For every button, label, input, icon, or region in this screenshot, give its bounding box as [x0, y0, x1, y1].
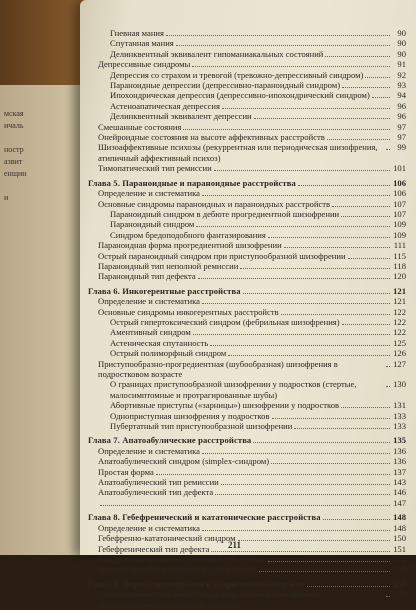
toc-page-number: 120 [393, 271, 406, 282]
dot-leader [202, 530, 390, 531]
toc-entry-title: Аментивный синдром [110, 327, 191, 338]
toc-page-number: 154 [393, 553, 406, 564]
toc-entry-title: Определение и систематика [98, 188, 200, 199]
toc-entry-title: Определение и систематика [98, 522, 200, 533]
toc-entry [88, 564, 406, 574]
toc-chapter-heading [88, 435, 406, 445]
dot-leader [254, 118, 390, 119]
toc-entry [88, 477, 406, 487]
dot-leader [281, 314, 390, 315]
toc-entry [88, 296, 406, 306]
toc-entry-title: Острый полиморфный синдром [110, 348, 227, 359]
toc-entry-title: Глава 7. Апатоабулические расстройства [88, 435, 252, 446]
toc-entry [88, 446, 406, 456]
dot-leader [215, 494, 390, 495]
toc-entry-title: Глава 8. Гебефренический и кататонические расстройства [88, 512, 321, 523]
toc-entry-title: Спутанная мания [110, 38, 174, 49]
toc-entry-title: Определение и систематика [98, 445, 200, 456]
left-fragment: енщин [4, 169, 27, 178]
toc-entry-title: Онейроидные состояния на высоте аффективных расстройств [98, 132, 325, 143]
toc-entry-title: Ипохондрическая депрессия (депрессивно-ипохондрический синдром) [110, 90, 370, 101]
toc-entry-title: Параноидный синдром [110, 219, 195, 230]
dot-leader [386, 149, 390, 150]
toc-page-number: 159 [393, 589, 406, 600]
toc-entry-title: Синдром онейроидного ступора и субступора [98, 553, 266, 564]
toc-entry-title: Гебефренно-кататонический синдром [98, 533, 236, 544]
toc-page-number: 118 [393, 260, 406, 271]
toc-entry-title: Астеническая спутанность [110, 337, 209, 348]
toc-chapter-heading [88, 178, 406, 188]
toc-page-number: 133 [393, 410, 406, 421]
toc-page-number: 121 [393, 296, 406, 307]
toc-page-number: 148 [393, 512, 406, 523]
toc-page-number: 96 [397, 111, 406, 122]
toc-page-number: 151 [393, 543, 406, 554]
toc-entry [88, 411, 406, 421]
toc-entry-title: Сопоставление описанных форм подростковой шизофрении с распространенными классификациями [98, 589, 325, 610]
dot-leader [323, 519, 390, 520]
toc-entry-title: Апатоабулический тип ремиссии [98, 477, 219, 488]
toc-page-number: 107 [393, 198, 406, 209]
toc-page-number: 135 [393, 435, 406, 446]
toc-entry [88, 467, 406, 477]
toc-entry-title: Апатоабулический тип дефекта [98, 487, 214, 498]
dot-leader [372, 97, 390, 98]
toc-entry-title: Глава 9. Формы шизофрении в подростковом возрасте [88, 578, 305, 589]
toc-entry [88, 400, 406, 410]
toc-entry [88, 199, 406, 209]
toc-page-number: 107 [393, 208, 406, 219]
toc-entry [88, 101, 406, 111]
toc-page-number: 147 [393, 497, 406, 508]
dot-leader [307, 586, 390, 587]
toc-page-number: 122 [393, 306, 406, 317]
toc-entry [88, 209, 406, 219]
toc-page-number: 159 [393, 578, 406, 589]
toc-entry-title: Гебефренический тип дефекта [98, 543, 210, 554]
toc-page-number: 148 [393, 522, 406, 533]
dot-leader [253, 442, 390, 443]
toc-page-number: 122 [393, 327, 406, 338]
page-number: 211 [228, 540, 242, 550]
toc-entry-title: Астеноапатическая депрессия [110, 100, 220, 111]
toc-entry [88, 589, 406, 610]
toc-page-number: 146 [393, 487, 406, 498]
toc-page-number: 143 [393, 477, 406, 488]
left-fragment: азвит [4, 157, 23, 166]
toc-entry [88, 49, 406, 59]
toc-entry-title: Параноидные депрессии (депрессивно-параноидный синдром) [110, 80, 341, 91]
toc-entry-title: Делинквентный эквивалент депрессии [110, 111, 252, 122]
dot-leader [327, 139, 390, 140]
dot-leader [240, 268, 390, 269]
left-fragment: мская [4, 109, 24, 118]
toc-page-number: 90 [397, 28, 406, 38]
toc-entry [88, 271, 406, 281]
dot-leader [198, 278, 390, 279]
toc-entry [88, 142, 406, 163]
toc-page-number: 111 [393, 240, 406, 251]
toc-entry [88, 487, 406, 497]
toc-entry [88, 132, 406, 142]
toc-entry-title: Смешанные состояния [98, 121, 182, 132]
toc-entry-title: Острый параноидный синдром при приступообразной шизофрении [98, 250, 346, 261]
toc-entry-title: Делинквентный эквивалент гипоманиакальных состояний [110, 48, 324, 59]
toc-entry [88, 327, 406, 337]
toc-entry [88, 188, 406, 198]
dot-leader [272, 418, 391, 419]
dot-leader [228, 355, 390, 356]
toc-entry-title: Апатоабулический синдром (simplex-синдром) [98, 456, 270, 467]
toc-entry-title: Абортивные приступы («зарницы») шизофрении у подростков [110, 400, 340, 411]
toc-entry [88, 554, 406, 564]
toc-page-number: 99 [397, 142, 406, 153]
dot-leader [221, 484, 390, 485]
dot-leader [156, 474, 390, 475]
toc-entry [88, 544, 406, 554]
toc-entry [88, 111, 406, 121]
dot-leader [325, 56, 390, 57]
dot-leader [341, 407, 390, 408]
toc-entry-title: Основные синдромы параноидных и параноидных расстройств [98, 198, 331, 209]
toc-entry [88, 240, 406, 250]
toc-page-number: 90 [397, 48, 406, 59]
left-fragment: и [4, 193, 9, 202]
toc-page-number: 101 [393, 163, 406, 174]
dot-leader [386, 596, 390, 597]
toc-entry [88, 261, 406, 271]
toc-entry-title: Приступообразно-прогредиентная (шубообразная) шизофрения в подростковом возрасте [98, 358, 338, 379]
dot-leader [202, 195, 390, 196]
toc-entry [88, 348, 406, 358]
toc-chapter-heading [88, 579, 406, 589]
dot-leader [332, 206, 390, 207]
dot-leader [166, 35, 390, 36]
toc-page-number: 106 [393, 188, 406, 199]
dot-leader [100, 505, 390, 506]
dot-leader [211, 551, 390, 552]
dot-leader [386, 366, 390, 367]
toc-entry-title: Простая форма [98, 466, 154, 477]
toc-entry-title: Параноидный тип дефекта [98, 271, 196, 282]
toc-entry-title: Параноидный тип неполной ремиссии [98, 260, 239, 271]
toc-entry-title: Депрессивные синдромы [98, 59, 191, 70]
toc-page-number: 127 [393, 358, 406, 369]
toc-entry-title: Параноидный синдром в дебюте прогредиентной шизофрении [110, 208, 340, 219]
toc-entry [88, 338, 406, 348]
toc-page-number: 106 [393, 177, 406, 188]
toc-entry [88, 38, 406, 48]
toc-page-number: 133 [393, 421, 406, 432]
toc-entry-title: Тимопатический тип ремиссии [98, 163, 212, 174]
dot-leader [259, 571, 390, 572]
table-of-contents [88, 28, 406, 610]
dot-leader [202, 453, 390, 454]
toc-page-number: 109 [393, 229, 406, 240]
toc-page-number: 122 [393, 316, 406, 327]
toc-entry [88, 498, 406, 508]
toc-page-number: 92 [397, 69, 406, 80]
toc-entry-title: Основные синдромы инкогерентных расстройств [98, 306, 279, 317]
toc-entry [88, 80, 406, 90]
toc-page-number: 137 [393, 466, 406, 477]
toc-page-number: 96 [397, 100, 406, 111]
toc-page-number: 93 [397, 80, 406, 91]
dot-leader [183, 129, 390, 130]
toc-page-number: 97 [397, 132, 406, 143]
toc-entry [88, 456, 406, 466]
toc-entry-title: О границах приступообразной шизофрении у подростков (стертые, малосимптомные и протрагированные шубы) [110, 379, 357, 400]
toc-entry [88, 90, 406, 100]
dot-leader [214, 170, 390, 171]
toc-entry [88, 28, 406, 38]
toc-page-number: 130 [393, 379, 406, 390]
dot-leader [193, 334, 390, 335]
toc-entry [88, 230, 406, 240]
toc-entry-title: Злокачественная шизофрения у подростков [98, 564, 257, 575]
dot-leader [348, 258, 390, 259]
toc-entry [88, 122, 406, 132]
toc-entry-title: Параноидная форма прогредиентной шизофрении [98, 240, 282, 251]
dot-leader [268, 237, 390, 238]
dot-leader [271, 463, 390, 464]
toc-entry [88, 70, 406, 80]
toc-page-number: 90 [397, 38, 406, 49]
toc-entry-title: Острый гипертоксический синдром (фебрильная шизофрения) [110, 316, 340, 327]
dot-leader [238, 540, 390, 541]
dot-leader [284, 247, 390, 248]
toc-page-number: 125 [393, 337, 406, 348]
toc-page-number: 115 [393, 250, 406, 261]
toc-page-number: 156 [393, 564, 406, 575]
toc-entry [88, 251, 406, 261]
toc-entry-title: Определение и систематика [98, 296, 200, 307]
toc-page-number: 136 [393, 456, 406, 467]
toc-page-number: 121 [393, 285, 406, 296]
toc-entry [88, 317, 406, 327]
toc-chapter-heading [88, 286, 406, 296]
toc-entry [88, 523, 406, 533]
toc-entry [88, 307, 406, 317]
dot-leader [342, 87, 390, 88]
dot-leader [294, 428, 390, 429]
dot-leader [176, 45, 390, 46]
left-fragment: ностр [4, 145, 24, 154]
dot-leader [386, 386, 390, 387]
toc-entry-title: Пубертатный тип приступообразной шизофрении [110, 421, 293, 432]
toc-entry-title: Депрессия со страхом и тревогой (тревожно-депрессивный синдром) [110, 69, 364, 80]
toc-entry-title: Синдром бредоподобного фантазирования [110, 229, 266, 240]
dot-leader [210, 345, 390, 346]
toc-entry [88, 59, 406, 69]
dot-leader [192, 66, 390, 67]
dot-leader [342, 324, 390, 325]
toc-page-number: 126 [393, 348, 406, 359]
toc-entry [88, 421, 406, 431]
toc-page-number: 131 [393, 400, 406, 411]
toc-entry-title: Глава 5. Параноидные и параноидные расстройства [88, 177, 296, 188]
toc-entry [88, 379, 406, 400]
toc-entry-title: Гневная мания [110, 28, 164, 38]
dot-leader [365, 77, 390, 78]
left-fragment: ичаль [4, 121, 24, 130]
dot-leader [298, 185, 390, 186]
dot-leader [243, 293, 390, 294]
toc-chapter-heading [88, 512, 406, 522]
dot-leader [268, 561, 390, 562]
dot-leader [196, 226, 390, 227]
toc-entry [88, 219, 406, 229]
toc-entry-title: Одноприступная шизофрения у подростков [110, 410, 270, 421]
toc-page-number: 94 [397, 90, 406, 101]
toc-page-number: 91 [397, 59, 406, 70]
dot-leader [202, 303, 390, 304]
dot-leader [222, 108, 390, 109]
toc-entry [88, 163, 406, 173]
toc-page-number: 136 [393, 445, 406, 456]
toc-page-number: 150 [393, 533, 406, 544]
toc-entry [88, 533, 406, 543]
toc-entry-title: Глава 6. Инкогерентные расстройства [88, 285, 241, 296]
dot-leader [341, 216, 390, 217]
toc-page-number: 97 [397, 121, 406, 132]
toc-entry-title: Шизоаффективные психозы (рекуррентная или периодическая шизофрения, атипичный аффективный психоз) [98, 142, 378, 163]
toc-page-number: 109 [393, 219, 406, 230]
toc-entry [88, 359, 406, 380]
